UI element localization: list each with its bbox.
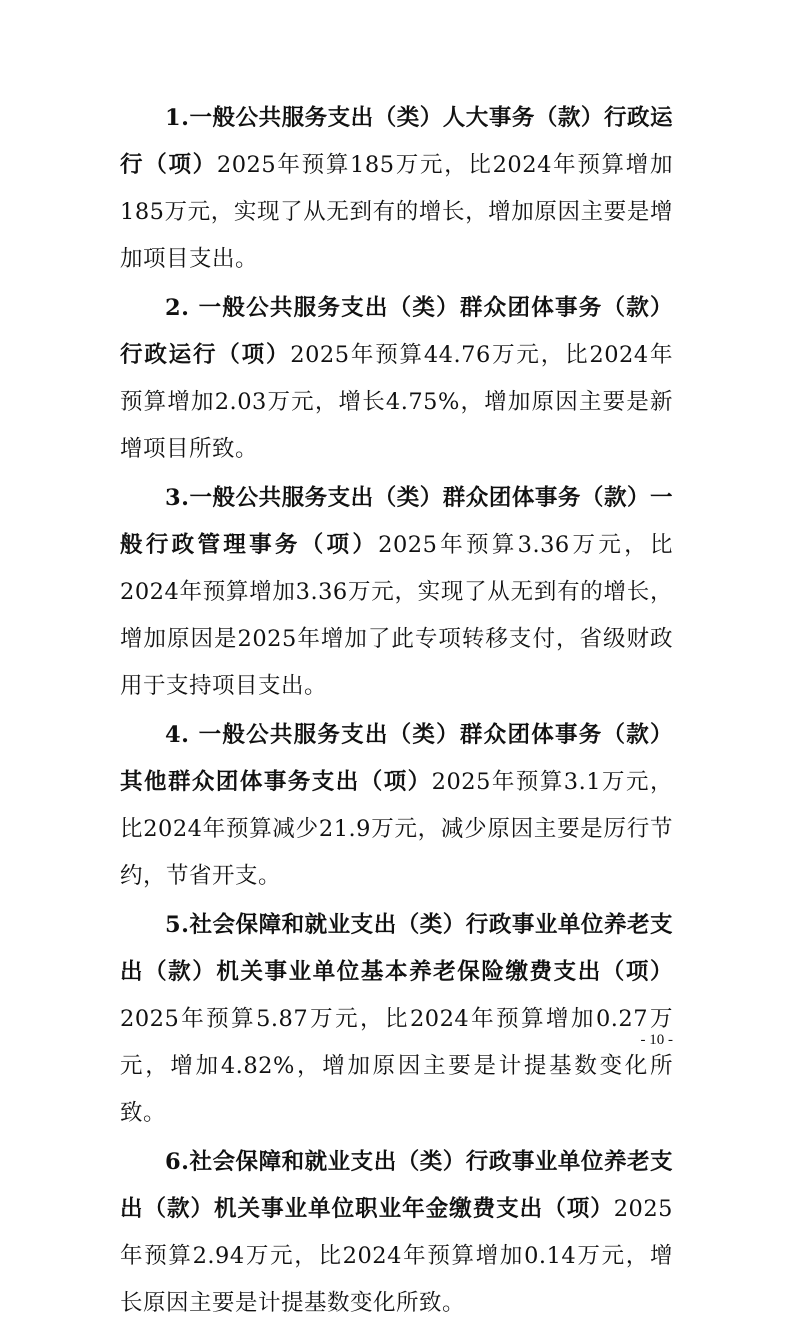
document-body bbox=[120, 95, 673, 1329]
paragraph-3-heading: 3.一般公共服务支出（类）群众团体事务（款）一般行政管理事务（项） bbox=[120, 485, 673, 558]
paragraph-2-heading: 2. 一般公共服务支出（类）群众团体事务（款）行政运行（项） bbox=[120, 295, 673, 368]
paragraph-3-text: 2025年预算3.36万元，比2024年预算增加3.36万元，实现了从无到有的增长，增加原因是2025年增加了此专项转移支付，省级财政用于支持项目支出。 bbox=[120, 532, 673, 699]
paragraph-4-text: 2025年预算3.1万元，比2024年预算减少21.9万元，减少原因主要是厉行节约，节省开支。 bbox=[120, 769, 673, 889]
paragraph-5-heading: 5.社会保障和就业支出（类）行政事业单位养老支出（款）机关事业单位基本养老保险缴费支出（项） bbox=[120, 912, 673, 985]
paragraph-5 bbox=[120, 902, 673, 1137]
paragraph-2-text: 2025年预算44.76万元，比2024年预算增加2.03万元，增长4.75%，增加原因主要是新增项目所致。 bbox=[120, 342, 673, 462]
page-number: - 10 - bbox=[640, 1032, 673, 1048]
paragraph-1-text: 2025年预算185万元，比2024年预算增加185万元，实现了从无到有的增长，增加原因主要是增加项目支出。 bbox=[120, 152, 673, 272]
paragraph-6 bbox=[120, 1139, 673, 1327]
paragraph-6-text: 2025年预算2.94万元，比2024年预算增加0.14万元，增长原因主要是计提基数变化所致。 bbox=[120, 1196, 673, 1316]
paragraph-6-heading: 6.社会保障和就业支出（类）行政事业单位养老支出（款）机关事业单位职业年金缴费支出（项） bbox=[120, 1149, 673, 1222]
paragraph-2 bbox=[120, 285, 673, 473]
paragraph-3 bbox=[120, 475, 673, 710]
paragraph-4-heading: 4. 一般公共服务支出（类）群众团体事务（款）其他群众团体事务支出（项） bbox=[120, 722, 673, 795]
paragraph-1-heading: 1.一般公共服务支出（类）人大事务（款）行政运行（项） bbox=[120, 105, 673, 178]
paragraph-4 bbox=[120, 712, 673, 900]
paragraph-1 bbox=[120, 95, 673, 283]
paragraph-5-text: 2025年预算5.87万元，比2024年预算增加0.27万元，增加4.82%，增加原因主要是计提基数变化所致。 bbox=[120, 1006, 673, 1126]
